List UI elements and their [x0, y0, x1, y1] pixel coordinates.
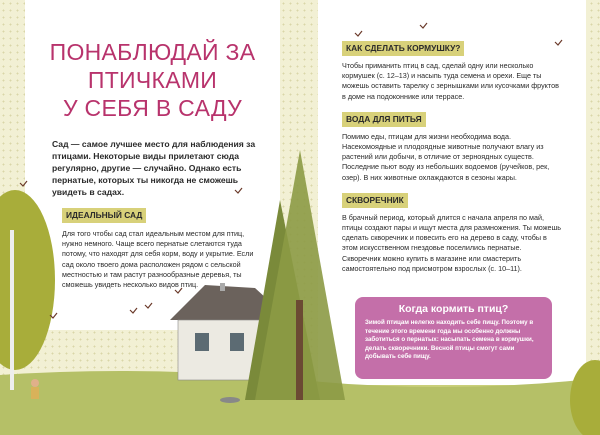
tip-box-text: Зимой птицам нелегко находить себе пищу. Поэтому в течение этого времени года мы особенно должны заботиться о пернатых: насыпать семена в кормушки, делать скворечники. Весной птицы смогут сами добывать себе пищу. [365, 319, 534, 361]
section-text-birdhouse: В брачный период, который длится с начала апреля по май, птицы создают пары и ищут места для размножения. Ты можешь сделать скворечник и повесить его на дерево в саду, чтобы в этом искусственном гнездовье поселились пернатые. Скворечник можно купить в магазине или смастерить самостоятельно под присмотром взрослых (с. 10–11). [342, 212, 562, 273]
page-title [25, 38, 280, 122]
right-column [342, 41, 562, 274]
feeding-tip-box [355, 297, 552, 379]
intro-text: Сад — самое лучшее место для наблюдения за птицами. Некоторые виды прилетают сюда регулярно, другие — случайно. Однако есть пернатые, которых ты никогда не сможешь увидеть в садах. [52, 139, 256, 197]
section-text-water: Помимо еды, птицам для жизни необходима вода. Насекомоядные и плодоядные животные получают влагу из растений или добычи, в отличие от зерноядных существ. Последние пьют воду из небольших водоемов (ручейков, рек, озер). В них животные охлаждаются в сезоны жары. [342, 131, 550, 182]
section-text-ideal-garden: Для того чтобы сад стал идеальным местом для птиц, нужно немного. Чаще всего пернатые слетаются туда потому, что находят для себя корм, воду и укрытие. Если сад около твоего дома расположен рядом с сельской местностью и там растут разнообразные деревья, ты сможешь увидеть несколько видов птиц. [62, 229, 254, 290]
section-label-water: ВОДА ДЛЯ ПИТЬЯ [342, 112, 426, 127]
section-label-ideal-garden: ИДЕАЛЬНЫЙ САД [62, 208, 146, 223]
girl [31, 379, 39, 399]
section-text-feeder: Чтобы приманить птиц в сад, сделай одну или несколько кормушек (с. 12–13) и насыпь туда семена и орехи. Еще ты можешь оставить тарелку с зернышками или кусочками фруктов в доме на подоконнике или террасе. [342, 61, 559, 101]
section-label-birdhouse: СКВОРЕЧНИК [342, 193, 408, 208]
section-label-feeder: КАК СДЕЛАТЬ КОРМУШКУ? [342, 41, 464, 56]
left-column [25, 38, 280, 290]
title-line-2: У СЕБЯ В САДУ [62, 95, 243, 121]
water-bowl [220, 397, 240, 403]
tip-box-title: Когда кормить птиц? [398, 303, 509, 315]
title-line-1: ПОНАБЛЮДАЙ ЗА ПТИЧКАМИ [49, 39, 256, 93]
